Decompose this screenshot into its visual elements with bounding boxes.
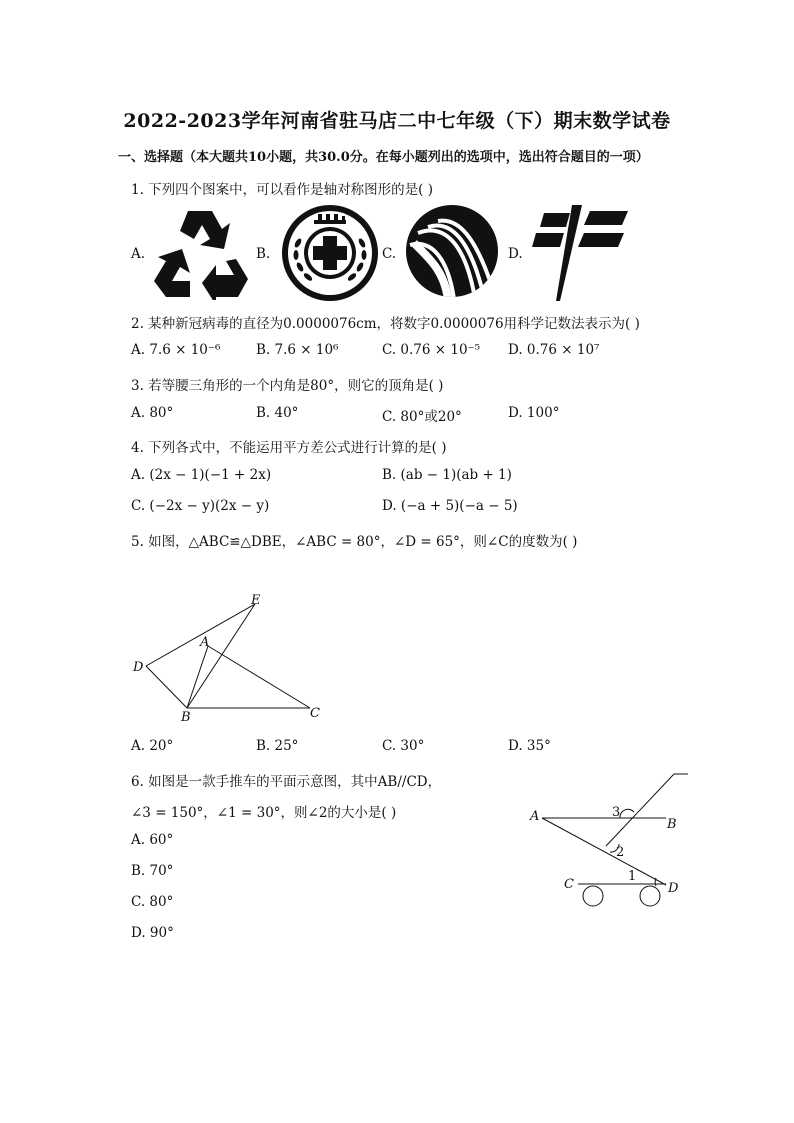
q4-option-a[interactable]: A. (2x − 1)(−1 + 2x)	[131, 467, 272, 483]
striped-circle-logo-icon	[404, 203, 500, 299]
q6-option-a[interactable]: A. 60°	[131, 832, 174, 848]
q4-option-d[interactable]: D. (−a + 5)(−a − 5)	[382, 498, 518, 514]
q3-option-c[interactable]: C. 80°或20°	[382, 409, 462, 425]
q2-option-c[interactable]: C. 0.76 × 10⁻⁵	[382, 342, 481, 358]
page-title: 2022-2023学年河南省驻马店二中七年级（下）期末数学试卷	[123, 110, 671, 132]
question-3-stem: 3. 若等腰三角形的一个内角是80°，则它的顶角是( )	[131, 378, 444, 394]
q1-option-d[interactable]: D.	[508, 246, 523, 262]
fig5-label-a: A	[200, 635, 210, 650]
q5-option-a[interactable]: A. 20°	[131, 738, 174, 754]
fig6-label-b: B	[667, 817, 677, 832]
fig6-label-1: 1	[628, 869, 637, 884]
abstract-logo-icon	[530, 203, 634, 303]
q2-option-a[interactable]: A. 7.6 × 10⁻⁶	[131, 342, 221, 358]
q3-option-d[interactable]: D. 100°	[508, 405, 560, 421]
q6-option-b[interactable]: B. 70°	[131, 863, 174, 879]
q1-option-c[interactable]: C.	[382, 246, 397, 262]
q4-option-b[interactable]: B. (ab − 1)(ab + 1)	[382, 467, 512, 483]
q6-option-c[interactable]: C. 80°	[131, 894, 174, 910]
q3-option-b[interactable]: B. 40°	[256, 405, 299, 421]
fig6-label-3: 3	[612, 805, 621, 820]
question-5-stem: 5. 如图，△ABC≌△DBE，∠ABC = 80°，∠D = 65°，则∠C的度数为( )	[131, 534, 578, 550]
section-header: 一、选择题（本大题共10小题，共30.0分。在每小题列出的选项中，选出符合题目的一项）	[118, 150, 649, 165]
q1-option-a[interactable]: A.	[131, 246, 146, 262]
triangle-figure	[125, 588, 335, 726]
fig5-label-e: E	[251, 593, 261, 608]
fig6-label-d: D	[668, 881, 679, 896]
q5-option-c[interactable]: C. 30°	[382, 738, 425, 754]
recycle-icon	[150, 205, 250, 300]
q1-option-b[interactable]: B.	[256, 246, 271, 262]
fig6-label-a: A	[530, 809, 540, 824]
fig6-label-2: 2	[616, 845, 625, 860]
cross-emblem-icon	[278, 203, 382, 303]
fig6-label-c: C	[564, 877, 574, 892]
question-1-stem: 1. 下列四个图案中，可以看作是轴对称图形的是( )	[131, 182, 433, 198]
q2-option-b[interactable]: B. 7.6 × 10⁶	[256, 342, 339, 358]
q4-option-c[interactable]: C. (−2x − y)(2x − y)	[131, 498, 270, 514]
q5-option-b[interactable]: B. 25°	[256, 738, 299, 754]
cart-figure	[524, 768, 696, 913]
q5-option-d[interactable]: D. 35°	[508, 738, 551, 754]
question-4-stem: 4. 下列各式中，不能运用平方差公式进行计算的是( )	[131, 440, 447, 456]
fig5-label-c: C	[310, 706, 320, 721]
fig5-label-d: D	[133, 660, 144, 675]
question-2-stem: 2. 某种新冠病毒的直径为0.0000076cm，将数字0.0000076用科学记数法表示为( )	[131, 316, 640, 332]
fig5-label-b: B	[181, 710, 191, 725]
q3-option-a[interactable]: A. 80°	[131, 405, 174, 421]
question-6-stem-line2: ∠3 = 150°，∠1 = 30°，则∠2的大小是( )	[131, 805, 397, 821]
q2-option-d[interactable]: D. 0.76 × 10⁷	[508, 342, 600, 358]
q6-option-d[interactable]: D. 90°	[131, 925, 174, 941]
question-6-stem: 6. 如图是一款手推车的平面示意图，其中AB//CD，	[131, 774, 442, 790]
